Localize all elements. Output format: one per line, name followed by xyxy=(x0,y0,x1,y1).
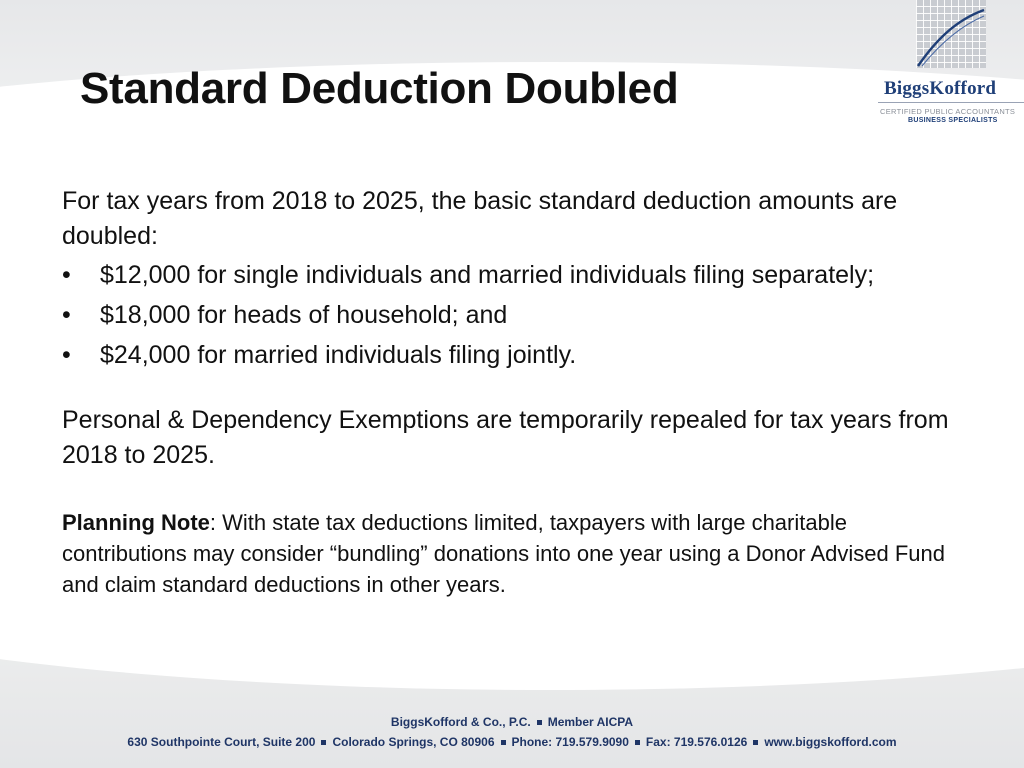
separator-icon xyxy=(537,720,542,725)
company-logo xyxy=(878,0,1024,130)
list-item-text: $24,000 for married individuals filing jointly. xyxy=(100,341,577,369)
separator-icon xyxy=(635,740,640,745)
intro-paragraph: For tax years from 2018 to 2025, the basic standard deduction amounts are doubled: xyxy=(62,187,898,250)
logo-tagline: BUSINESS SPECIALISTS xyxy=(908,117,998,124)
deduction-list xyxy=(62,258,982,373)
bullet-icon: • xyxy=(62,261,71,289)
logo-divider xyxy=(878,102,1024,103)
planning-note-text: : With state tax deductions limited, taxpayers with large charitable contributions may consider “bundling” donations into one year using a Donor Advised Fund and claim standard deductions in other years. xyxy=(62,510,945,597)
planning-note-label: Planning Note xyxy=(62,510,210,535)
list-item xyxy=(62,338,882,373)
logo-subtitle: CERTIFIED PUBLIC ACCOUNTANTS xyxy=(880,107,1016,116)
list-item-text: $18,000 for heads of household; and xyxy=(100,301,508,329)
footer-line-1 xyxy=(0,712,1024,732)
address: 630 Southpointe Court, Suite 200 xyxy=(127,735,316,749)
footer xyxy=(0,712,1024,752)
bullet-icon: • xyxy=(62,301,71,329)
website-link[interactable]: www.biggskofford.com xyxy=(764,735,897,749)
list-item xyxy=(62,298,882,333)
city: Colorado Springs, CO 80906 xyxy=(332,735,495,749)
slide-title: Standard Deduction Doubled xyxy=(80,64,679,113)
membership: Member AICPA xyxy=(547,715,634,729)
list-item-text: $12,000 for single individuals and married individuals filing separately; xyxy=(100,261,875,289)
firm-name: BiggsKofford & Co., P.C. xyxy=(390,715,531,729)
phone: Phone: 719.579.9090 xyxy=(511,735,629,749)
bullet-icon: • xyxy=(62,341,71,369)
separator-icon xyxy=(753,740,758,745)
list-item xyxy=(62,258,882,293)
fax: Fax: 719.576.0126 xyxy=(645,735,748,749)
swoosh-icon xyxy=(916,0,986,68)
exemptions-paragraph: Personal & Dependency Exemptions are temporarily repealed for tax years from 2018 to 2025. xyxy=(62,406,949,469)
slide-body xyxy=(62,184,982,600)
separator-icon xyxy=(321,740,326,745)
separator-icon xyxy=(501,740,506,745)
footer-line-2 xyxy=(0,732,1024,752)
planning-note xyxy=(62,507,962,600)
logo-name: BiggsKofford xyxy=(884,78,997,99)
